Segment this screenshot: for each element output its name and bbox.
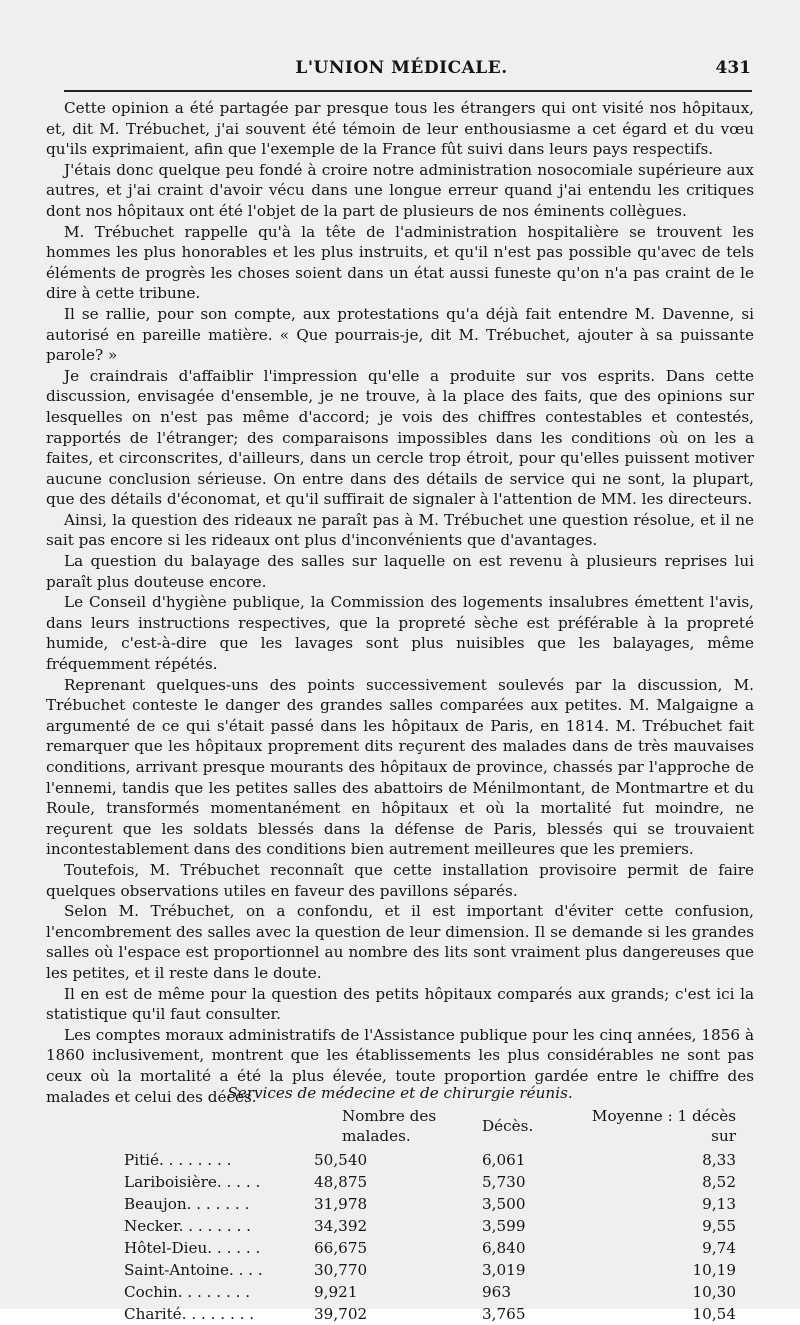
malades-value: 48,875: [314, 1173, 368, 1191]
malades-value: 31,978: [314, 1195, 368, 1213]
deces-value: 6,840: [482, 1239, 526, 1257]
deces-value: 3,765: [482, 1305, 526, 1323]
table-row: [116, 1193, 736, 1215]
table-row: [116, 1281, 736, 1303]
table-row: [116, 1303, 736, 1325]
table-row: [116, 1149, 736, 1171]
paragraph: Cette opinion a été partagée par presque tous les étrangers qui ont visité nos hôpitaux, et, dit M. Trébuchet, j'ai souvent été témoin de leur enthousiasme a cet égard et du vœu qu'ils exprimaient, afin que l'exemple de la France fût suivi dans leurs pays respectifs.: [46, 99, 754, 159]
hospital-name: Lariboisière. . . . .: [124, 1173, 261, 1191]
moyenne-value: 10,19: [692, 1261, 736, 1279]
table-row: [116, 1215, 736, 1237]
deces-value: 6,061: [482, 1151, 526, 1169]
paragraph: Selon M. Trébuchet, on a confondu, et il est important d'éviter cette confusion, l'encombrement des salles avec la question de leur dimension. Il se demande si les grandes salles où l'espace est proportionnel au nombre des lits sont vraiment plus dangereuses que les petites, et il reste dans le doute.: [46, 902, 754, 982]
table-row: [116, 1171, 736, 1193]
moyenne-value: 9,55: [702, 1217, 736, 1235]
table-row: [116, 1237, 736, 1259]
malades-value: 34,392: [314, 1217, 368, 1235]
paragraph: Il se rallie, pour son compte, aux protestations qu'a déjà fait entendre M. Davenne, si autorisé en pareille matière. « Que pourrais-je, dit M. Trébuchet, ajouter à sa puissante parole? »: [46, 304, 754, 365]
paragraph: Je craindrais d'affaiblir l'impression qu'elle a produite sur vos esprits. Dans cette discussion, envisagée d'ensemble, je ne trouve, à la place des faits, que des opinions sur lesquelles on n'est pas même d'accord; je vois des chiffres contestables et contestés, rapportés de l'étranger; des comparaisons impossibles dans les conditions où on les a faites, et circonscrites, d'ailleurs, dans un cercle trop étroit, pour qu'elles puissent motiver aucune conclusion sérieuse. On entre dans des détails de service qui ne sont, la plupart, que des détails d'économat, et qu'il suffirait de signaler à l'attention de MM. les directeurs.: [46, 366, 754, 509]
moyenne-value: 10,30: [692, 1283, 736, 1301]
moyenne-value: 9,13: [702, 1195, 736, 1213]
moyenne-value: 8,52: [702, 1173, 736, 1191]
moyenne-value: 8,33: [702, 1151, 736, 1169]
running-header: [48, 58, 755, 84]
paragraph: J'étais donc quelque peu fondé à croire notre administration nosocomiale supérieure aux autres, et j'ai craint d'avoir vécu dans une longue erreur quand j'ai entendu les critiques dont nos hôpitaux ont été l'objet de la part de plusieurs de nos éminents collègues.: [46, 160, 754, 220]
table-caption: Services de médecine et de chirurgie réunis.: [227, 1084, 573, 1102]
hospital-name: Cochin. . . . . . . .: [124, 1283, 251, 1301]
malades-value: 50,540: [314, 1151, 368, 1169]
paragraph: Les comptes moraux administratifs de l'Assistance publique pour les cinq années, 1856 à 1860 inclusivement, montrent que les établissements les plus considérables ne sont pas ceux où la mortalité a été la plus élevée, toute proportion gardée entre le chiffre des malades et celui des décès.: [46, 1025, 754, 1106]
malades-value: 9,921: [314, 1283, 358, 1301]
malades-value: 30,770: [314, 1261, 368, 1279]
hospital-name: Pitié. . . . . . . .: [124, 1151, 232, 1169]
paragraph: Il en est de même pour la question des petits hôpitaux comparés aux grands; c'est ici la statistique qu'il faut consulter.: [46, 984, 754, 1024]
deces-value: 3,019: [482, 1261, 526, 1279]
hospital-name: Hôtel-Dieu. . . . . .: [124, 1239, 261, 1257]
deces-value: 3,599: [482, 1217, 526, 1235]
hospital-name: Saint-Antoine. . . .: [124, 1261, 263, 1279]
paragraph: Ainsi, la question des rideaux ne paraît pas à M. Trébuchet une question résolue, et il ne sait pas encore si les rideaux ont plus d'inconvénients que d'avantages.: [46, 510, 754, 550]
running-title: L'UNION MÉDICALE.: [295, 58, 508, 78]
mortality-table: [116, 1106, 736, 1325]
paragraph: Le Conseil d'hygiène publique, la Commission des logements insalubres émettent l'avis, dans leurs instructions respectives, que la propreté sèche est préférable à la propreté humide, c'est-à-dire que les lavages sont plus nuisibles que les balayages, même fréquemment répétés.: [46, 593, 754, 674]
moyenne-value: 10,54: [692, 1305, 736, 1323]
header-rule: [64, 90, 752, 92]
header-deces: Décès.: [482, 1117, 534, 1135]
paragraph: Reprenant quelques-uns des points successivement soulevés par la discussion, M. Trébuchet conteste le danger des grandes salles comparées aux petites. M. Malgaigne a argumenté de ce qui s'était passé dans les hôpitaux de Paris, en 1814. M. Trébuchet fait remarquer que les hôpitaux proprement dits reçurent des malades dans de très mauvaises conditions, arrivant presque mourants des hôpitaux de province, chassés par l'approche de l'ennemi, tandis que les petites salles des abattoirs de Ménilmontant, de Montmartre et du Roule, transformés momentanément en hôpitaux et où la mortalité fut moindre, ne reçurent que les soldats blessés dans la défense de Paris, blessés qui se trouvaient incontestablement dans des conditions bien autrement meilleures que les premiers.: [46, 675, 754, 859]
deces-value: 963: [482, 1283, 511, 1301]
table-header-row: [116, 1106, 736, 1149]
deces-value: 5,730: [482, 1173, 526, 1191]
header-malades: Nombre des malades.: [342, 1107, 437, 1145]
header-hospital: [116, 1106, 314, 1149]
moyenne-value: 9,74: [702, 1239, 736, 1257]
hospital-name: Necker. . . . . . . .: [124, 1217, 251, 1235]
page-number: 431: [715, 58, 751, 78]
hospital-name: Charité. . . . . . . .: [124, 1305, 255, 1323]
body-text: [46, 98, 754, 1107]
malades-value: 39,702: [314, 1305, 368, 1323]
malades-value: 66,675: [314, 1239, 368, 1257]
deces-value: 3,500: [482, 1195, 526, 1213]
paragraph: M. Trébuchet rappelle qu'à la tête de l'administration hospitalière se trouvent les hommes les plus honorables et les plus instruits, et qu'il n'est pas possible qu'avec de tels éléments de progrès les choses soient dans un état aussi funeste qu'on n'a pas craint de le dire à cette tribune.: [46, 222, 754, 303]
header-moyenne: Moyenne : 1 décès sur: [591, 1107, 736, 1145]
table-row: [116, 1259, 736, 1281]
paragraph: Toutefois, M. Trébuchet reconnaît que cette installation provisoire permit de faire quelques observations utiles en faveur des pavillons séparés.: [46, 860, 754, 900]
paragraph: La question du balayage des salles sur laquelle on est revenu à plusieurs reprises lui paraît plus douteuse encore.: [46, 552, 754, 591]
hospital-name: Beaujon. . . . . . .: [124, 1195, 250, 1213]
